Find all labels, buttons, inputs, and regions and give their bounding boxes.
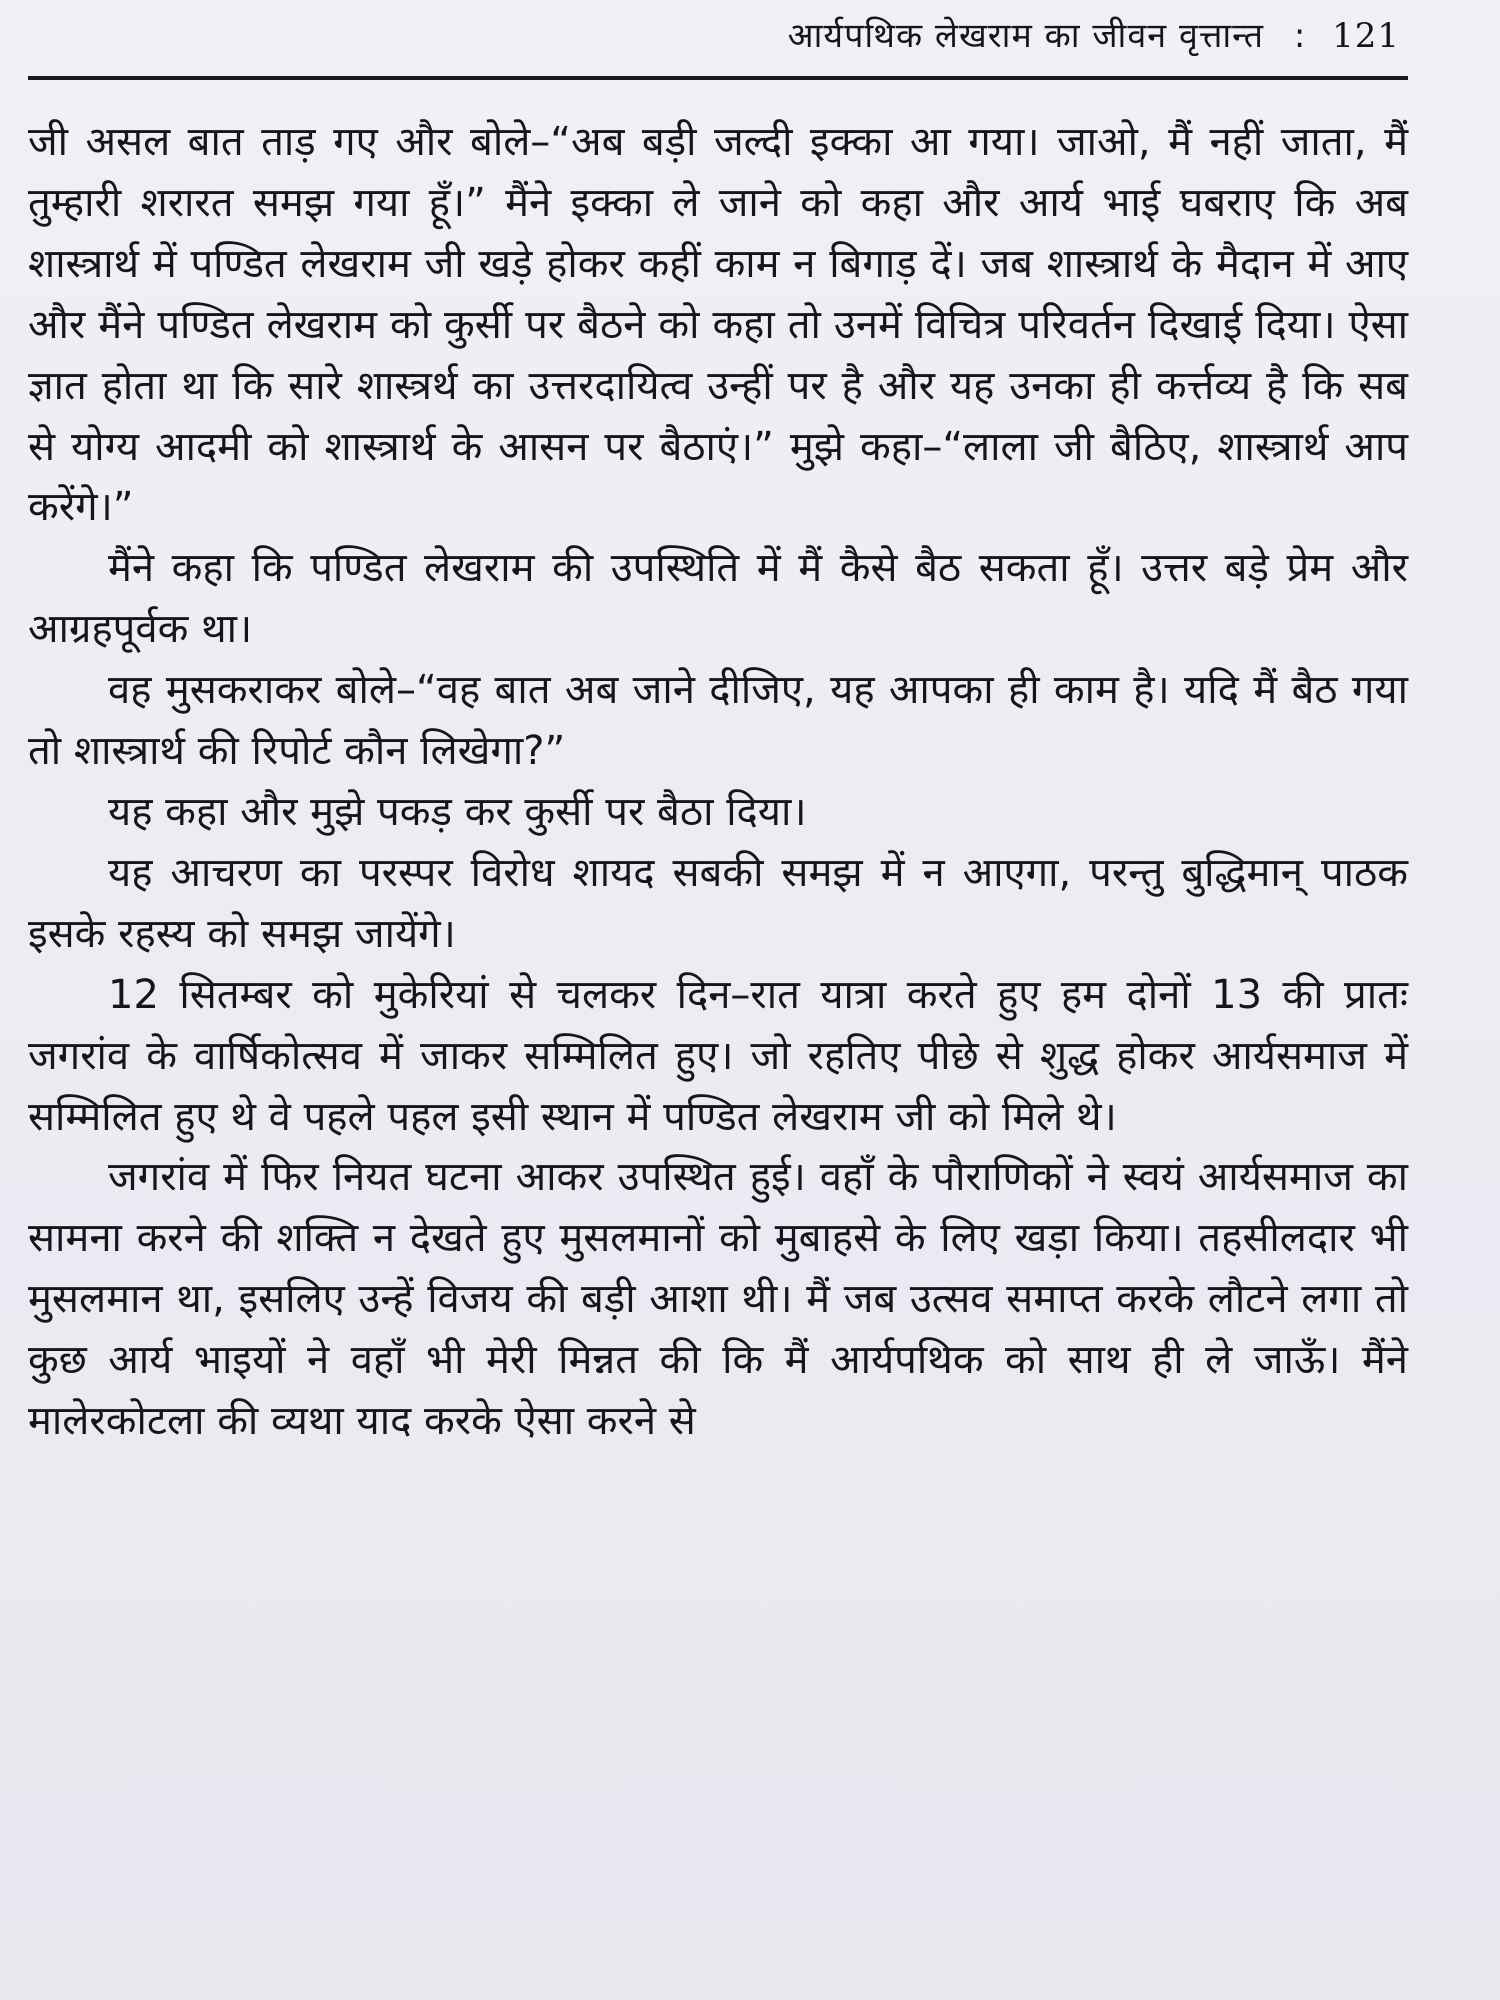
page-body [28, 112, 1408, 1452]
running-header [788, 12, 1400, 60]
paragraph: वह मुसकराकर बोले–“वह बात अब जाने दीजिए, यह आपका ही काम है। यदि मैं बैठ गया तो शास्त्रार्थ की रिपोर्ट कौन लिखेगा?” [28, 667, 1408, 775]
paragraph: जगरांव में फिर नियत घटना आकर उपस्थित हुई। वहाँ के पौराणिकों ने स्वयं आर्यसमाज का सामना करने की शक्ति न देखते हुए मुसलमानों को मुबाहसे के लिए खड़ा किया। तहसीलदार भी मुसलमान था, इसलिए उन्हें विजय की बड़ी आशा थी। मैं जब उत्सव समाप्त करके लौटने लगा तो कुछ आर्य भाइयों ने वहाँ भी मेरी मिन्नत की कि मैं आर्यपथिक को साथ ही ले जाऊँ। मैंने मालेरकोटला की व्यथा याद करके ऐसा करने से [28, 1154, 1408, 1445]
running-header-title: आर्यपथिक लेखराम का जीवन वृत्तान्त [787, 16, 1264, 56]
paragraph: मैंने कहा कि पण्डित लेखराम की उपस्थिति में मैं कैसे बैठ सकता हूँ। उत्तर बड़े प्रेम और आग्रहपूर्वक था। [28, 545, 1408, 653]
running-header-separator: : [1293, 16, 1307, 56]
page-number: 121 [1332, 16, 1400, 56]
paragraph-continuation: जी असल बात ताड़ गए और बोले–“अब बड़ी जल्दी इक्का आ गया। जाओ, मैं नहीं जाता, मैं तुम्हारी शरारत समझ गया हूँ।” मैंने इक्का ले जाने को कहा और आर्य भाई घबराए कि अब शास्त्रार्थ में पण्डित लेखराम जी खड़े होकर कहीं काम न बिगाड़ दें। जब शास्त्रार्थ के मैदान में आए और मैंने पण्डित लेखराम को कुर्सी पर बैठने को कहा तो उनमें विचित्र परिवर्तन दिखाई दिया। ऐसा ज्ञात होता था कि सारे शास्त्रर्थ का उत्तरदायित्व उन्हीं पर है और यह उनका ही कर्त्तव्य है कि सब से योग्य आदमी को शास्त्रार्थ के आसन पर बैठाएं।” मुझे कहा–“लाला जी बैठिए, शास्त्रार्थ आप करेंगे।” [28, 119, 1408, 531]
paragraph: यह आचरण का परस्पर विरोध शायद सबकी समझ में न आएगा, परन्तु बुद्धिमान् पाठक इसके रहस्य को समझ जायेंगे। [28, 849, 1408, 957]
header-rule [28, 76, 1408, 80]
paragraph: 12 सितम्बर को मुकेरियां से चलकर दिन–रात यात्रा करते हुए हम दोनों 13 की प्रातः जगरांव के वार्षिकोत्सव में जाकर सम्मिलित हुए। जो रहतिए पीछे से शुद्ध होकर आर्यसमाज में सम्मिलित हुए थे वे पहले पहल इसी स्थान में पण्डित लेखराम जी को मिले थे। [28, 971, 1408, 1140]
paragraph: यह कहा और मुझे पकड़ कर कुर्सी पर बैठा दिया। [108, 788, 807, 835]
